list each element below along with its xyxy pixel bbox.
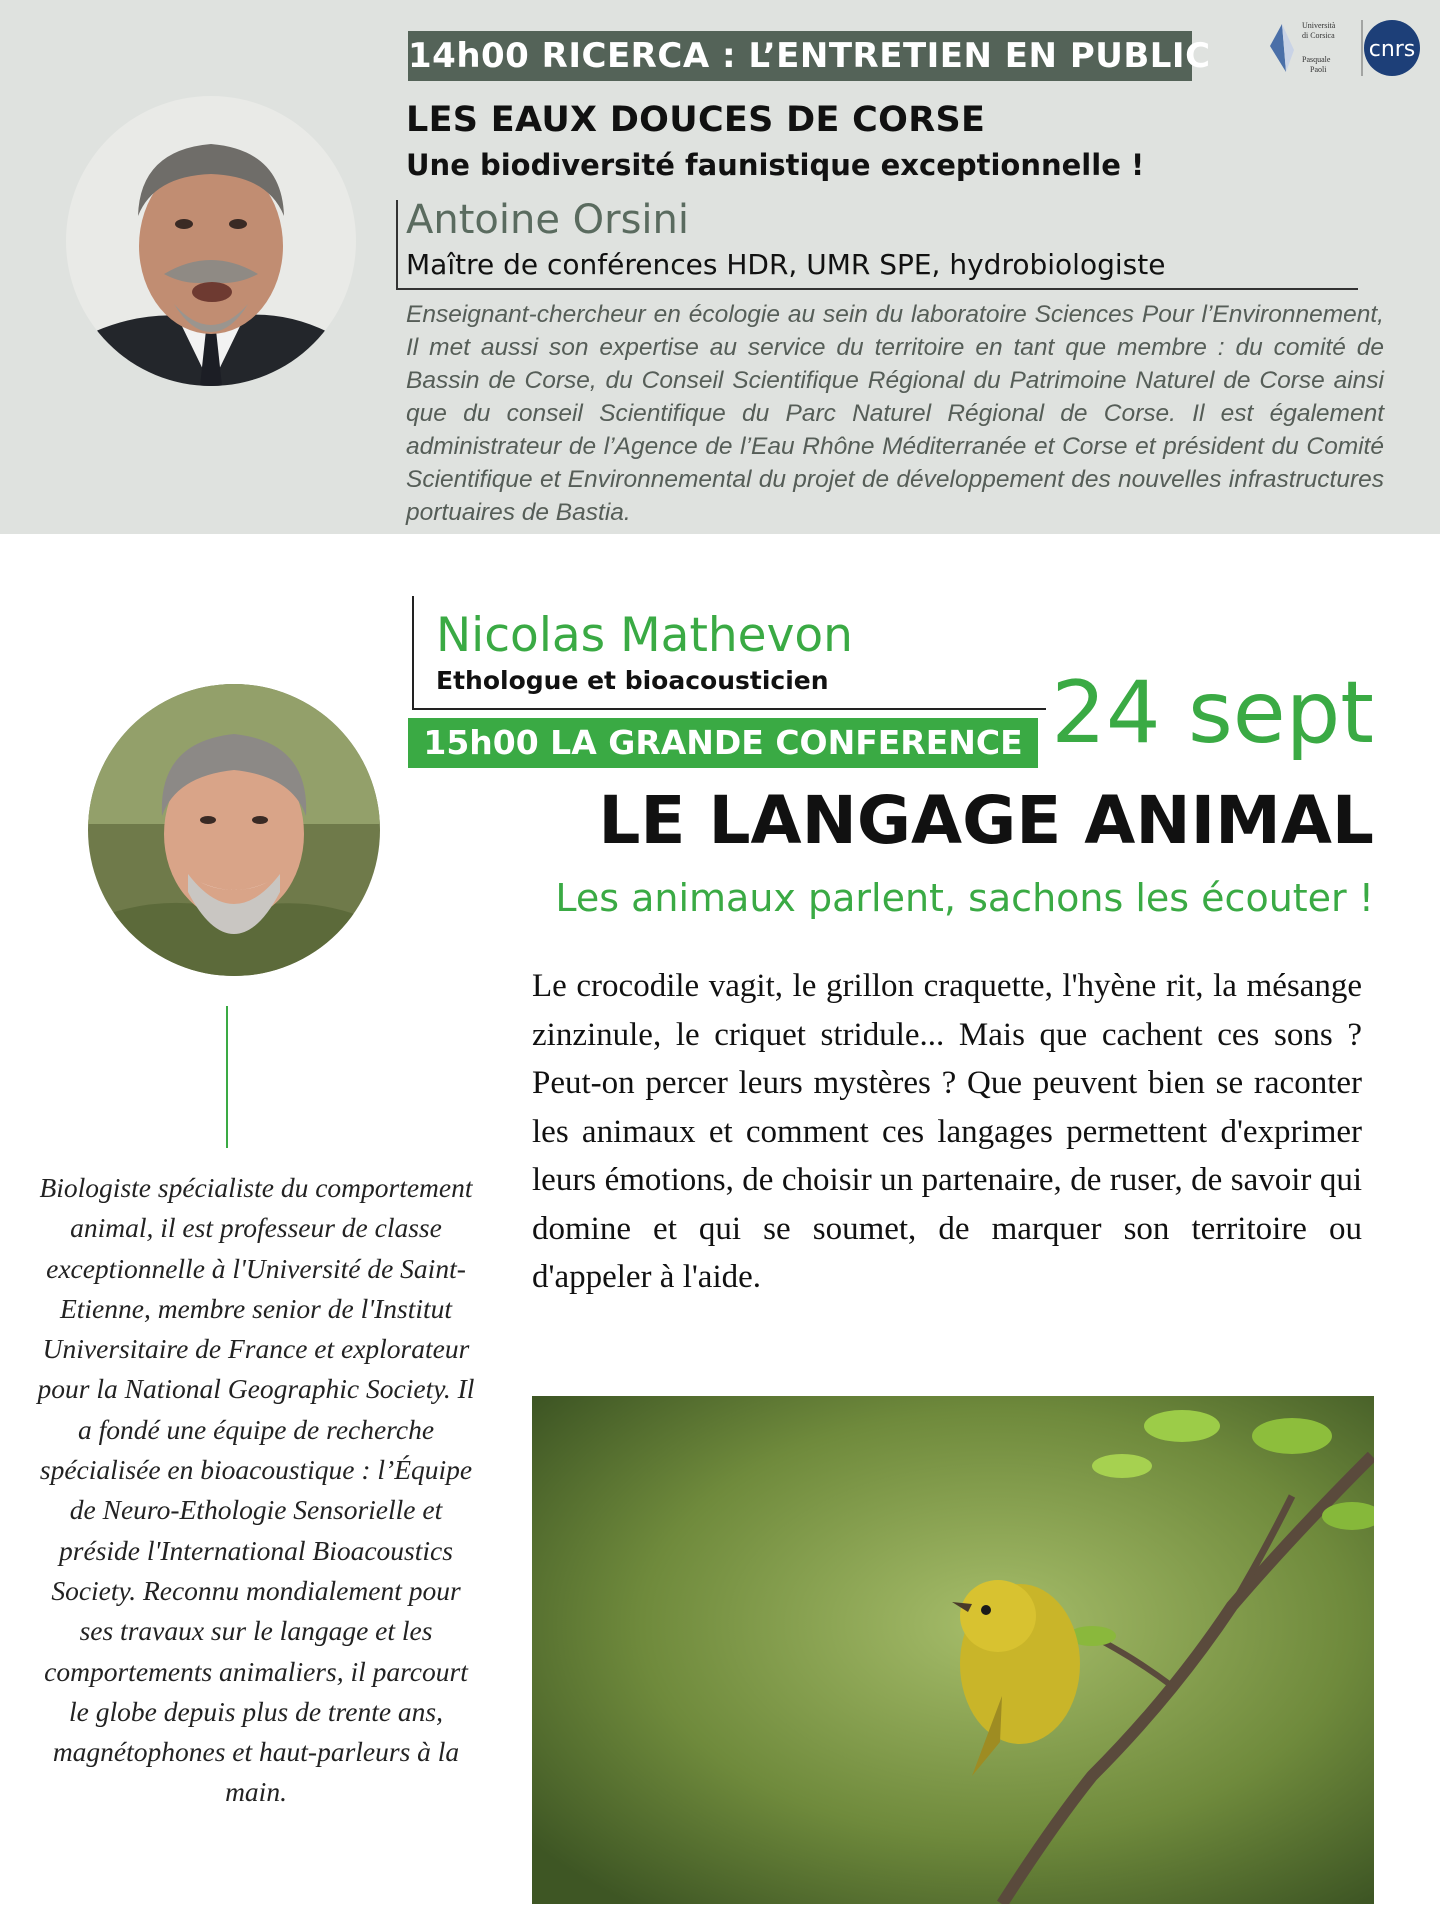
conference-title-langage-animal: LE LANGAGE ANIMAL bbox=[598, 782, 1374, 859]
speaker-photo-orsini bbox=[66, 96, 356, 386]
partner-logos bbox=[1268, 16, 1424, 82]
conference-subtitle-biodiversite: Une biodiversité faunistique exceptionnelle ! bbox=[406, 148, 1145, 182]
speaker-bio-orsini: Enseignant-chercheur en écologie au sein du laboratoire Sciences Pour l’Environnement, Il met aussi son expertise au service du territoire en tant que membre : du comité de Bassin de Corse, du Conseil Scientifique Régional du Patrimoine Naturel de Corse ainsi que du conseil Scientifique du Parc Naturel Régional de Corse. Il est également administrateur de l’Agence de l’Eau Rhône Méditerranée et Corse et président du Comité Scientifique et Environnemental du projet de développement des nouvelles infrastructures portuaires de Bastia. bbox=[406, 301, 1384, 526]
speaker-role-mathevon: Ethologue et bioacousticien bbox=[436, 666, 829, 695]
speaker-bracket-horizontal bbox=[396, 288, 1358, 290]
speaker-bracket-horizontal-2 bbox=[412, 708, 1046, 710]
university-line3: Pasquale bbox=[1302, 55, 1331, 64]
cnrs-logo-text: cnrs bbox=[1368, 37, 1416, 62]
university-line4: Paoli bbox=[1310, 65, 1327, 74]
session-badge-ricerca: 14h00 RICERCA : L’ENTRETIEN EN PUBLIC bbox=[408, 31, 1192, 81]
green-divider bbox=[226, 1006, 228, 1148]
speaker-role-orsini: Maître de conférences HDR, UMR SPE, hydrobiologiste bbox=[406, 248, 1166, 281]
session-badge-grande-conference: 15h00 LA GRANDE CONFERENCE bbox=[408, 718, 1038, 768]
conference-title-eaux-douces: LES EAUX DOUCES DE CORSE bbox=[406, 100, 986, 140]
speaker-bio-mathevon: Biologiste spécialiste du comportement animal, il est professeur de classe exceptionnelle à l'Université de Saint-Etienne, membre senior de l'Institut Universitaire de France et explorateur pour la National Geographic Society. Il a fondé une équipe de recherche spécialisée en bioacoustique : l’Équipe de Neuro-Ethologie Sensorielle et préside l'International Bioacoustics Society. Reconnu mondialement pour ses travaux sur le langage et les comportements animaliers, il parcourt le globe depuis plus de trente ans, magnétophones et haut-parleurs à la main. bbox=[37, 1172, 475, 1808]
speaker-bracket-vertical bbox=[396, 200, 398, 290]
event-date: 24 sept bbox=[1051, 663, 1374, 763]
university-line2: di Corsica bbox=[1302, 31, 1335, 40]
university-logo bbox=[1268, 16, 1424, 82]
speaker-photo-mathevon bbox=[88, 684, 380, 976]
conference-subtitle-animaux: Les animaux parlent, sachons les écouter ! bbox=[555, 876, 1374, 920]
university-line1: Università bbox=[1302, 21, 1336, 30]
speaker-bracket-vertical-2 bbox=[412, 596, 414, 710]
conference-description: Le crocodile vagit, le grillon craquette, l'hyène rit, la mésange zinzinule, le criquet stridule... Mais que cachent ces sons ? Peut-on percer leurs mystères ? Que peuvent bien se raconter les animaux et comment ces langages permettent d'exprimer leurs émotions, de choisir un partenaire, de ruser, de savoir qui domine et qui se soumet, de marquer son territoire ou d'appeler à l'aide. bbox=[532, 968, 1362, 1295]
speaker-name-mathevon: Nicolas Mathevon bbox=[436, 608, 853, 663]
speaker-name-orsini: Antoine Orsini bbox=[406, 197, 690, 243]
yellow-warbler-photo bbox=[532, 1396, 1374, 1904]
